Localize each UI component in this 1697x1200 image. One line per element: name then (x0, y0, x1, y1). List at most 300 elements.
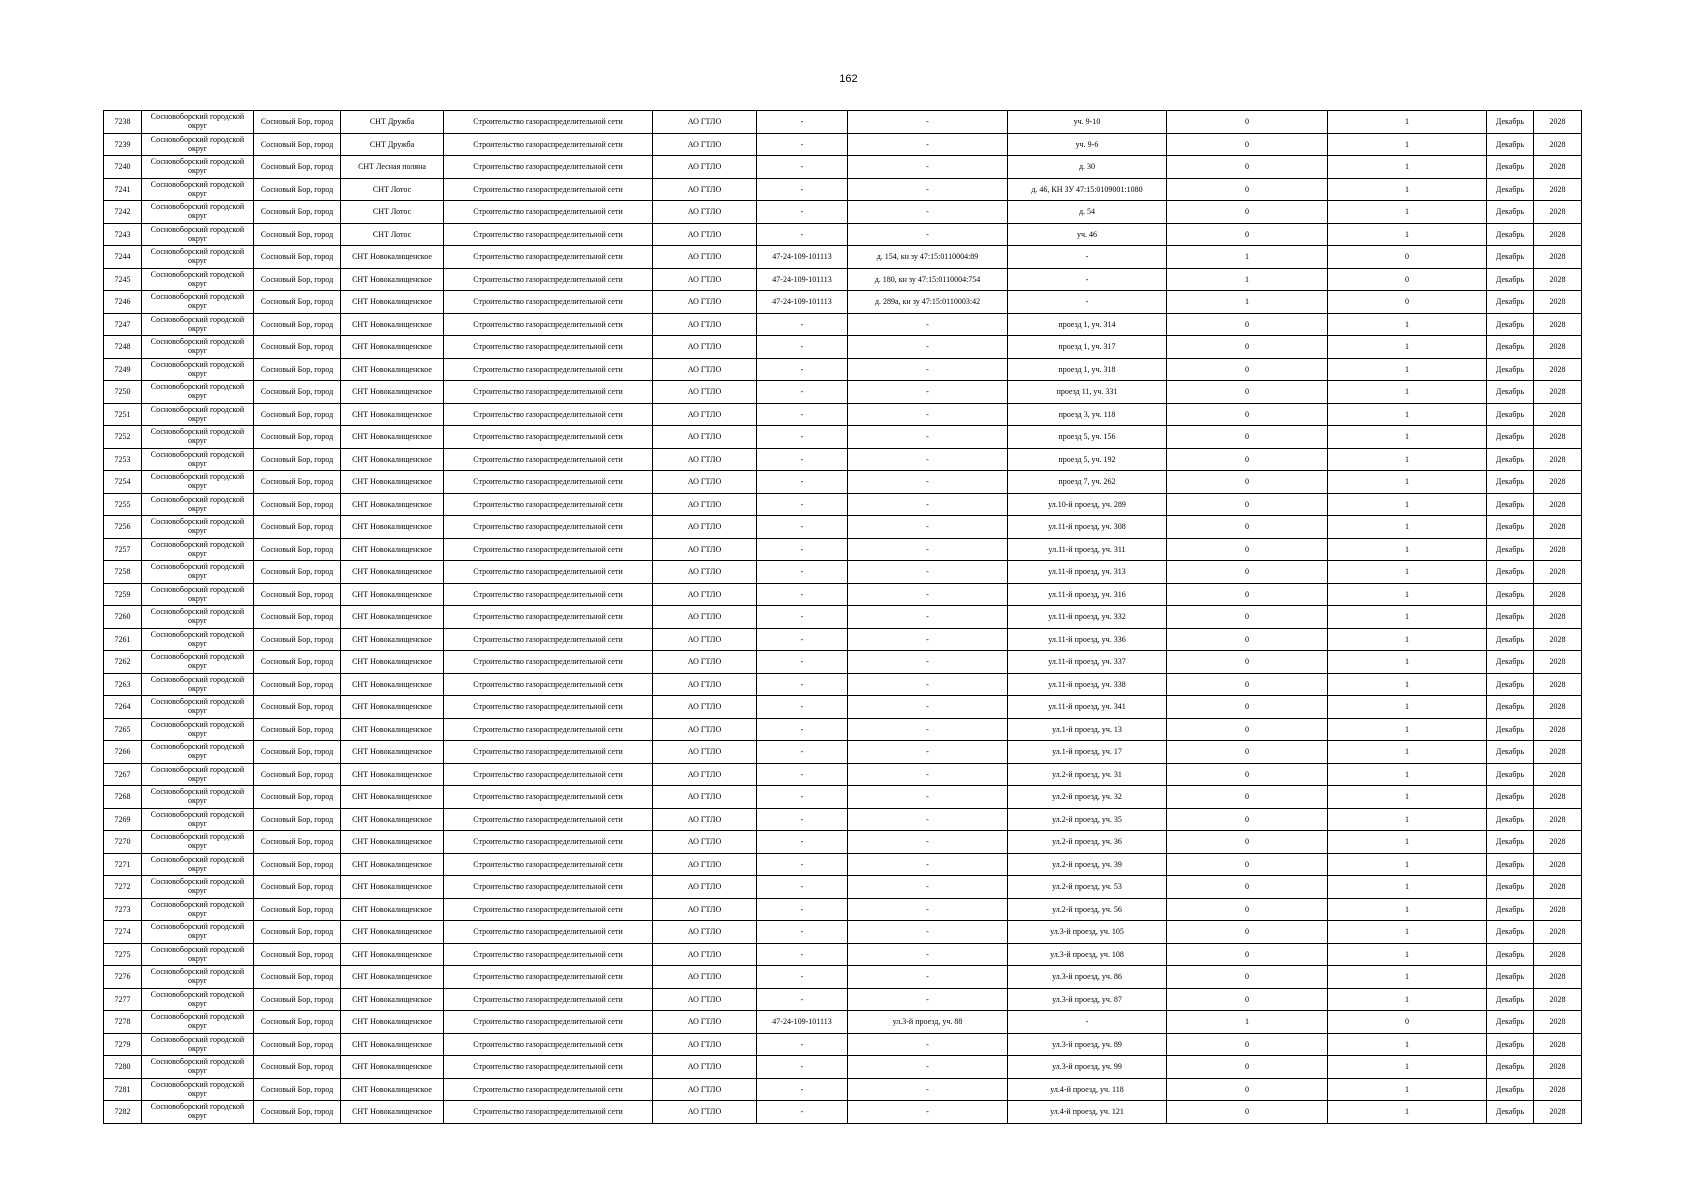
territory-cell: СНТ Новокалищенское (341, 516, 444, 539)
count-a-cell: 0 (1167, 718, 1328, 741)
object-code-cell: - (757, 516, 848, 539)
address-a-cell: - (848, 898, 1008, 921)
address-b-cell: - (1008, 1011, 1167, 1034)
address-a-cell: - (848, 831, 1008, 854)
object-code-cell: - (757, 583, 848, 606)
count-a-cell: 0 (1167, 673, 1328, 696)
object-code-cell: - (757, 966, 848, 989)
table-row (104, 178, 1582, 201)
month-cell: Декабрь (1487, 336, 1534, 359)
object-code-cell: - (757, 673, 848, 696)
count-b-cell: 1 (1328, 358, 1487, 381)
year-cell: 2028 (1534, 471, 1582, 494)
month-cell: Декабрь (1487, 246, 1534, 269)
month-cell: Декабрь (1487, 808, 1534, 831)
year-cell: 2028 (1534, 786, 1582, 809)
object-code-cell: - (757, 606, 848, 629)
operator-cell: АО ГТЛО (653, 583, 757, 606)
table-row (104, 403, 1582, 426)
territory-cell: СНТ Новокалищенское (341, 831, 444, 854)
work-type-cell: Строительство газораспределительной сети (444, 178, 653, 201)
count-b-cell: 1 (1328, 493, 1487, 516)
count-a-cell: 0 (1167, 966, 1328, 989)
object-code-cell: - (757, 853, 848, 876)
table-row (104, 988, 1582, 1011)
table-row (104, 111, 1582, 134)
year-cell: 2028 (1534, 831, 1582, 854)
settlement-cell: Сосновый Бор, город (254, 1056, 341, 1079)
month-cell: Декабрь (1487, 268, 1534, 291)
territory-cell: СНТ Новокалищенское (341, 943, 444, 966)
row-number-cell: 7255 (104, 493, 142, 516)
work-type-cell: Строительство газораспределительной сети (444, 786, 653, 809)
object-code-cell: - (757, 381, 848, 404)
district-cell: Сосновоборский городской округ (142, 178, 254, 201)
page-number: 162 (839, 73, 858, 85)
object-code-cell: - (757, 876, 848, 899)
district-cell: Сосновоборский городской округ (142, 696, 254, 719)
row-number-cell: 7258 (104, 561, 142, 584)
count-a-cell: 0 (1167, 201, 1328, 224)
count-a-cell: 0 (1167, 178, 1328, 201)
count-b-cell: 1 (1328, 988, 1487, 1011)
count-a-cell: 0 (1167, 696, 1328, 719)
address-b-cell: ул.2-й проезд, уч. 35 (1008, 808, 1167, 831)
table-row (104, 853, 1582, 876)
count-b-cell: 1 (1328, 1033, 1487, 1056)
table-row (104, 1033, 1582, 1056)
district-cell: Сосновоборский городской округ (142, 988, 254, 1011)
table-row (104, 943, 1582, 966)
object-code-cell: - (757, 943, 848, 966)
settlement-cell: Сосновый Бор, город (254, 1101, 341, 1124)
settlement-cell: Сосновый Бор, город (254, 831, 341, 854)
work-type-cell: Строительство газораспределительной сети (444, 246, 653, 269)
count-a-cell: 0 (1167, 516, 1328, 539)
operator-cell: АО ГТЛО (653, 1056, 757, 1079)
row-number-cell: 7250 (104, 381, 142, 404)
year-cell: 2028 (1534, 403, 1582, 426)
work-type-cell: Строительство газораспределительной сети (444, 988, 653, 1011)
work-type-cell: Строительство газораспределительной сети (444, 448, 653, 471)
territory-cell: СНТ Новокалищенское (341, 381, 444, 404)
territory-cell: СНТ Новокалищенское (341, 426, 444, 449)
row-number-cell: 7247 (104, 313, 142, 336)
district-cell: Сосновоборский городской округ (142, 471, 254, 494)
settlement-cell: Сосновый Бор, город (254, 853, 341, 876)
address-a-cell: - (848, 786, 1008, 809)
count-b-cell: 1 (1328, 156, 1487, 179)
year-cell: 2028 (1534, 156, 1582, 179)
count-a-cell: 1 (1167, 246, 1328, 269)
settlement-cell: Сосновый Бор, город (254, 133, 341, 156)
count-b-cell: 1 (1328, 111, 1487, 134)
row-number-cell: 7260 (104, 606, 142, 629)
settlement-cell: Сосновый Бор, город (254, 358, 341, 381)
address-a-cell: - (848, 358, 1008, 381)
year-cell: 2028 (1534, 448, 1582, 471)
table-row (104, 448, 1582, 471)
address-b-cell: ул.11-й проезд, уч. 316 (1008, 583, 1167, 606)
work-type-cell: Строительство газораспределительной сети (444, 538, 653, 561)
year-cell: 2028 (1534, 583, 1582, 606)
district-cell: Сосновоборский городской округ (142, 966, 254, 989)
settlement-cell: Сосновый Бор, город (254, 471, 341, 494)
month-cell: Декабрь (1487, 583, 1534, 606)
count-b-cell: 1 (1328, 673, 1487, 696)
row-number-cell: 7253 (104, 448, 142, 471)
year-cell: 2028 (1534, 201, 1582, 224)
count-a-cell: 0 (1167, 831, 1328, 854)
work-type-cell: Строительство газораспределительной сети (444, 831, 653, 854)
month-cell: Декабрь (1487, 651, 1534, 674)
count-a-cell: 0 (1167, 943, 1328, 966)
object-code-cell: - (757, 1056, 848, 1079)
row-number-cell: 7245 (104, 268, 142, 291)
operator-cell: АО ГТЛО (653, 741, 757, 764)
count-b-cell: 1 (1328, 313, 1487, 336)
work-type-cell: Строительство газораспределительной сети (444, 111, 653, 134)
settlement-cell: Сосновый Бор, город (254, 426, 341, 449)
address-a-cell: - (848, 853, 1008, 876)
table-row (104, 313, 1582, 336)
settlement-cell: Сосновый Бор, город (254, 223, 341, 246)
territory-cell: СНТ Новокалищенское (341, 268, 444, 291)
count-b-cell: 1 (1328, 516, 1487, 539)
row-number-cell: 7265 (104, 718, 142, 741)
district-cell: Сосновоборский городской округ (142, 493, 254, 516)
district-cell: Сосновоборский городской округ (142, 313, 254, 336)
row-number-cell: 7268 (104, 786, 142, 809)
object-code-cell: - (757, 403, 848, 426)
count-b-cell: 1 (1328, 178, 1487, 201)
address-a-cell: - (848, 966, 1008, 989)
row-number-cell: 7248 (104, 336, 142, 359)
month-cell: Декабрь (1487, 403, 1534, 426)
address-b-cell: ул.2-й проезд, уч. 56 (1008, 898, 1167, 921)
year-cell: 2028 (1534, 943, 1582, 966)
month-cell: Декабрь (1487, 493, 1534, 516)
object-code-cell: - (757, 561, 848, 584)
address-a-cell: - (848, 943, 1008, 966)
object-code-cell: - (757, 201, 848, 224)
month-cell: Декабрь (1487, 561, 1534, 584)
territory-cell: СНТ Лотос (341, 178, 444, 201)
work-type-cell: Строительство газораспределительной сети (444, 133, 653, 156)
operator-cell: АО ГТЛО (653, 763, 757, 786)
work-type-cell: Строительство газораспределительной сети (444, 381, 653, 404)
address-a-cell: - (848, 673, 1008, 696)
count-b-cell: 1 (1328, 223, 1487, 246)
registry-table (103, 110, 1582, 1124)
row-number-cell: 7274 (104, 921, 142, 944)
settlement-cell: Сосновый Бор, город (254, 156, 341, 179)
month-cell: Декабрь (1487, 1033, 1534, 1056)
row-number-cell: 7273 (104, 898, 142, 921)
address-a-cell: д. 289а, кн зу 47:15:0110003:42 (848, 291, 1008, 314)
operator-cell: АО ГТЛО (653, 223, 757, 246)
address-a-cell: - (848, 763, 1008, 786)
operator-cell: АО ГТЛО (653, 493, 757, 516)
object-code-cell: - (757, 313, 848, 336)
address-b-cell: ул.11-й проезд, уч. 341 (1008, 696, 1167, 719)
object-code-cell: - (757, 808, 848, 831)
year-cell: 2028 (1534, 223, 1582, 246)
month-cell: Декабрь (1487, 1101, 1534, 1124)
object-code-cell: - (757, 988, 848, 1011)
address-a-cell: - (848, 178, 1008, 201)
address-a-cell: - (848, 426, 1008, 449)
object-code-cell: - (757, 426, 848, 449)
object-code-cell: - (757, 898, 848, 921)
territory-cell: СНТ Новокалищенское (341, 1011, 444, 1034)
operator-cell: АО ГТЛО (653, 1101, 757, 1124)
territory-cell: СНТ Новокалищенское (341, 1056, 444, 1079)
month-cell: Декабрь (1487, 943, 1534, 966)
territory-cell: СНТ Новокалищенское (341, 1101, 444, 1124)
month-cell: Декабрь (1487, 448, 1534, 471)
year-cell: 2028 (1534, 718, 1582, 741)
object-code-cell: - (757, 1078, 848, 1101)
settlement-cell: Сосновый Бор, город (254, 606, 341, 629)
count-b-cell: 1 (1328, 381, 1487, 404)
address-a-cell: - (848, 403, 1008, 426)
count-b-cell: 1 (1328, 966, 1487, 989)
address-a-cell: ул.3-й проезд, уч. 88 (848, 1011, 1008, 1034)
settlement-cell: Сосновый Бор, город (254, 583, 341, 606)
year-cell: 2028 (1534, 1078, 1582, 1101)
count-a-cell: 0 (1167, 538, 1328, 561)
territory-cell: СНТ Новокалищенское (341, 673, 444, 696)
count-b-cell: 1 (1328, 538, 1487, 561)
district-cell: Сосновоборский городской округ (142, 763, 254, 786)
operator-cell: АО ГТЛО (653, 313, 757, 336)
count-a-cell: 0 (1167, 628, 1328, 651)
table-row (104, 538, 1582, 561)
year-cell: 2028 (1534, 493, 1582, 516)
address-b-cell: ул.3-й проезд, уч. 87 (1008, 988, 1167, 1011)
object-code-cell: - (757, 763, 848, 786)
address-b-cell: - (1008, 268, 1167, 291)
work-type-cell: Строительство газораспределительной сети (444, 943, 653, 966)
district-cell: Сосновоборский городской округ (142, 291, 254, 314)
row-number-cell: 7244 (104, 246, 142, 269)
work-type-cell: Строительство газораспределительной сети (444, 921, 653, 944)
address-a-cell: - (848, 336, 1008, 359)
row-number-cell: 7269 (104, 808, 142, 831)
address-b-cell: проезд 1, уч. 318 (1008, 358, 1167, 381)
operator-cell: АО ГТЛО (653, 628, 757, 651)
operator-cell: АО ГТЛО (653, 336, 757, 359)
territory-cell: СНТ Новокалищенское (341, 1078, 444, 1101)
count-a-cell: 0 (1167, 381, 1328, 404)
row-number-cell: 7254 (104, 471, 142, 494)
territory-cell: СНТ Новокалищенское (341, 898, 444, 921)
address-b-cell: д. 30 (1008, 156, 1167, 179)
table-row (104, 583, 1582, 606)
work-type-cell: Строительство газораспределительной сети (444, 1011, 653, 1034)
year-cell: 2028 (1534, 538, 1582, 561)
month-cell: Декабрь (1487, 516, 1534, 539)
table-row (104, 358, 1582, 381)
table-row (104, 1056, 1582, 1079)
table-row (104, 898, 1582, 921)
month-cell: Декабрь (1487, 291, 1534, 314)
address-a-cell: - (848, 741, 1008, 764)
address-a-cell: - (848, 201, 1008, 224)
row-number-cell: 7257 (104, 538, 142, 561)
district-cell: Сосновоборский городской округ (142, 111, 254, 134)
count-b-cell: 1 (1328, 718, 1487, 741)
operator-cell: АО ГТЛО (653, 111, 757, 134)
count-b-cell: 0 (1328, 291, 1487, 314)
work-type-cell: Строительство газораспределительной сети (444, 853, 653, 876)
settlement-cell: Сосновый Бор, город (254, 966, 341, 989)
row-number-cell: 7242 (104, 201, 142, 224)
row-number-cell: 7263 (104, 673, 142, 696)
year-cell: 2028 (1534, 336, 1582, 359)
row-number-cell: 7259 (104, 583, 142, 606)
operator-cell: АО ГТЛО (653, 966, 757, 989)
settlement-cell: Сосновый Бор, город (254, 448, 341, 471)
count-a-cell: 0 (1167, 471, 1328, 494)
territory-cell: СНТ Новокалищенское (341, 651, 444, 674)
work-type-cell: Строительство газораспределительной сети (444, 628, 653, 651)
row-number-cell: 7281 (104, 1078, 142, 1101)
settlement-cell: Сосновый Бор, город (254, 786, 341, 809)
operator-cell: АО ГТЛО (653, 1078, 757, 1101)
year-cell: 2028 (1534, 426, 1582, 449)
count-a-cell: 0 (1167, 786, 1328, 809)
year-cell: 2028 (1534, 178, 1582, 201)
address-a-cell: - (848, 1033, 1008, 1056)
work-type-cell: Строительство газораспределительной сети (444, 651, 653, 674)
address-a-cell: - (848, 808, 1008, 831)
settlement-cell: Сосновый Бор, город (254, 808, 341, 831)
address-b-cell: ул.1-й проезд, уч. 13 (1008, 718, 1167, 741)
address-a-cell: - (848, 516, 1008, 539)
table-row (104, 291, 1582, 314)
work-type-cell: Строительство газораспределительной сети (444, 471, 653, 494)
month-cell: Декабрь (1487, 538, 1534, 561)
year-cell: 2028 (1534, 1011, 1582, 1034)
object-code-cell: - (757, 628, 848, 651)
operator-cell: АО ГТЛО (653, 831, 757, 854)
year-cell: 2028 (1534, 741, 1582, 764)
count-a-cell: 0 (1167, 313, 1328, 336)
address-b-cell: ул.11-й проезд, уч. 336 (1008, 628, 1167, 651)
row-number-cell: 7272 (104, 876, 142, 899)
address-b-cell: ул.2-й проезд, уч. 36 (1008, 831, 1167, 854)
territory-cell: СНТ Лотос (341, 201, 444, 224)
district-cell: Сосновоборский городской округ (142, 1011, 254, 1034)
count-b-cell: 1 (1328, 336, 1487, 359)
territory-cell: СНТ Новокалищенское (341, 628, 444, 651)
address-b-cell: ул.10-й проезд, уч. 289 (1008, 493, 1167, 516)
operator-cell: АО ГТЛО (653, 718, 757, 741)
work-type-cell: Строительство газораспределительной сети (444, 156, 653, 179)
settlement-cell: Сосновый Бор, город (254, 1011, 341, 1034)
count-b-cell: 1 (1328, 1056, 1487, 1079)
row-number-cell: 7262 (104, 651, 142, 674)
operator-cell: АО ГТЛО (653, 268, 757, 291)
count-b-cell: 0 (1328, 1011, 1487, 1034)
count-b-cell: 0 (1328, 268, 1487, 291)
work-type-cell: Строительство газораспределительной сети (444, 201, 653, 224)
year-cell: 2028 (1534, 358, 1582, 381)
work-type-cell: Строительство газораспределительной сети (444, 763, 653, 786)
object-code-cell: - (757, 448, 848, 471)
object-code-cell: - (757, 471, 848, 494)
territory-cell: СНТ Новокалищенское (341, 403, 444, 426)
address-b-cell: ул.3-й проезд, уч. 89 (1008, 1033, 1167, 1056)
object-code-cell: 47-24-109-101113 (757, 268, 848, 291)
work-type-cell: Строительство газораспределительной сети (444, 583, 653, 606)
address-a-cell: - (848, 1101, 1008, 1124)
operator-cell: АО ГТЛО (653, 606, 757, 629)
work-type-cell: Строительство газораспределительной сети (444, 493, 653, 516)
address-b-cell: ул.3-й проезд, уч. 108 (1008, 943, 1167, 966)
table-row (104, 133, 1582, 156)
territory-cell: СНТ Дружба (341, 111, 444, 134)
territory-cell: СНТ Новокалищенское (341, 876, 444, 899)
address-a-cell: - (848, 988, 1008, 1011)
settlement-cell: Сосновый Бор, город (254, 943, 341, 966)
address-b-cell: - (1008, 291, 1167, 314)
year-cell: 2028 (1534, 111, 1582, 134)
month-cell: Декабрь (1487, 313, 1534, 336)
settlement-cell: Сосновый Бор, город (254, 673, 341, 696)
address-a-cell: - (848, 628, 1008, 651)
table-row (104, 1078, 1582, 1101)
operator-cell: АО ГТЛО (653, 178, 757, 201)
address-a-cell: - (848, 223, 1008, 246)
district-cell: Сосновоборский городской округ (142, 1033, 254, 1056)
work-type-cell: Строительство газораспределительной сети (444, 673, 653, 696)
address-b-cell: ул.11-й проезд, уч. 308 (1008, 516, 1167, 539)
count-b-cell: 1 (1328, 853, 1487, 876)
table-row (104, 651, 1582, 674)
territory-cell: СНТ Лотос (341, 223, 444, 246)
count-a-cell: 0 (1167, 921, 1328, 944)
year-cell: 2028 (1534, 133, 1582, 156)
operator-cell: АО ГТЛО (653, 808, 757, 831)
work-type-cell: Строительство газораспределительной сети (444, 358, 653, 381)
work-type-cell: Строительство газораспределительной сети (444, 808, 653, 831)
address-b-cell: проезд 7, уч. 262 (1008, 471, 1167, 494)
count-a-cell: 0 (1167, 988, 1328, 1011)
address-b-cell: ул.1-й проезд, уч. 17 (1008, 741, 1167, 764)
address-b-cell: проезд 1, уч. 314 (1008, 313, 1167, 336)
row-number-cell: 7246 (104, 291, 142, 314)
month-cell: Декабрь (1487, 718, 1534, 741)
work-type-cell: Строительство газораспределительной сети (444, 516, 653, 539)
address-a-cell: - (848, 876, 1008, 899)
year-cell: 2028 (1534, 921, 1582, 944)
row-number-cell: 7282 (104, 1101, 142, 1124)
district-cell: Сосновоборский городской округ (142, 561, 254, 584)
row-number-cell: 7239 (104, 133, 142, 156)
object-code-cell: - (757, 538, 848, 561)
work-type-cell: Строительство газораспределительной сети (444, 966, 653, 989)
address-a-cell: - (848, 651, 1008, 674)
work-type-cell: Строительство газораспределительной сети (444, 561, 653, 584)
address-b-cell: ул.2-й проезд, уч. 32 (1008, 786, 1167, 809)
settlement-cell: Сосновый Бор, город (254, 741, 341, 764)
year-cell: 2028 (1534, 1056, 1582, 1079)
settlement-cell: Сосновый Бор, город (254, 291, 341, 314)
operator-cell: АО ГТЛО (653, 156, 757, 179)
